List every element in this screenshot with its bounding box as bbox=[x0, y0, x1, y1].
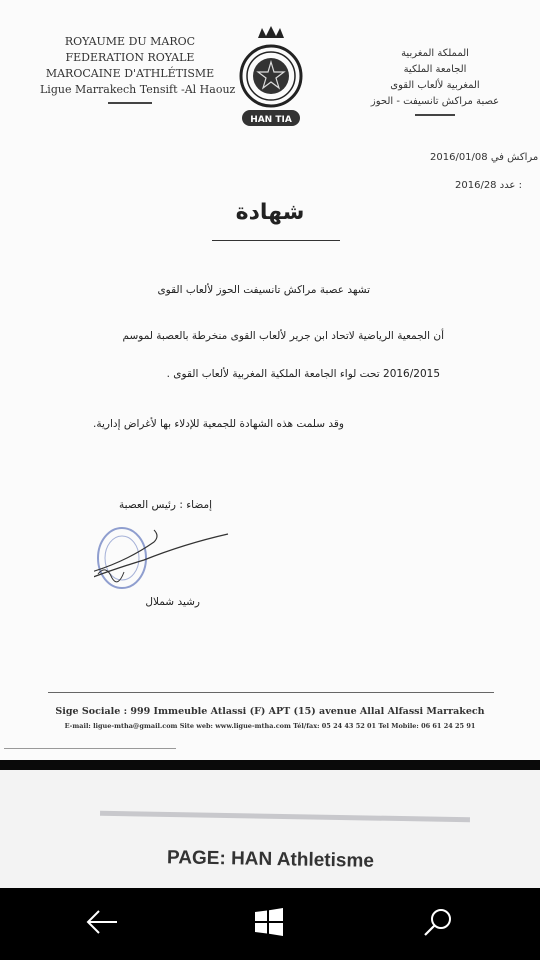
body-line-4: وقد سلمت هذه الشهادة للجمعية للإدلاء بها لأغراض إدارية. bbox=[93, 418, 344, 430]
header-french bbox=[40, 34, 236, 104]
next-page-preview bbox=[0, 770, 540, 888]
body-line-1: تشهد عصبة مراكش تانسيفت الحوز لألعاب القوى bbox=[157, 284, 370, 296]
header-arabic bbox=[360, 46, 510, 116]
body-line-3-text: تحت لواء الجامعة الملكية المغربية لألعاب القوى . bbox=[166, 368, 380, 380]
start-button[interactable] bbox=[249, 904, 289, 944]
search-icon bbox=[422, 906, 454, 942]
search-button[interactable] bbox=[418, 904, 458, 944]
signature-title: إمضاء : رئيس العصبة bbox=[119, 499, 212, 511]
back-button[interactable] bbox=[82, 904, 122, 944]
header-fr-line-2: FEDERATION ROYALE bbox=[65, 51, 195, 64]
page-separator bbox=[0, 760, 540, 770]
header-fr-rule bbox=[108, 102, 152, 104]
header-ar-line-4: عصبة مراكش تانسيفت - الحوز bbox=[370, 96, 500, 107]
number-line bbox=[455, 180, 522, 191]
official-stamp-icon bbox=[94, 520, 234, 608]
header-ar-line-3: المغربية لألعاب القوى bbox=[390, 80, 480, 91]
system-navigation-bar bbox=[0, 888, 540, 960]
emblem-ribbon-text: HAN TIA bbox=[250, 115, 292, 125]
header-fr-line-3: MAROCAINE D'ATHLÉTISME bbox=[45, 67, 215, 80]
season-value: 2016/2015 bbox=[383, 368, 440, 380]
number-value: 2016/28 bbox=[455, 180, 497, 191]
number-prefix: عدد : bbox=[499, 180, 522, 191]
back-arrow-icon bbox=[85, 908, 119, 940]
federation-emblem-icon bbox=[236, 24, 306, 138]
footer-rule bbox=[48, 692, 494, 693]
date-prefix: مراكش في bbox=[490, 152, 539, 163]
signature-name: رشيد شملال bbox=[145, 596, 200, 608]
page-bottom-rule bbox=[4, 748, 176, 749]
header-ar-line-2: الجامعة الملكية bbox=[403, 64, 467, 75]
body-line-2: أن الجمعية الرياضية لاتحاد ابن جرير لألعاب القوى منخرطة بالعصبة لموسم bbox=[122, 330, 444, 342]
document-title: شهادة bbox=[235, 200, 305, 225]
next-page-rule bbox=[100, 811, 470, 822]
next-page-label: PAGE: HAN Athletisme bbox=[166, 847, 375, 872]
windows-logo-icon bbox=[254, 907, 284, 941]
body-line-3 bbox=[167, 368, 440, 380]
header-ar-rule bbox=[415, 114, 455, 116]
footer-address: Sige Sociale : 999 Immeuble Atlassi (F) APT (15) avenue Allal Alfassi Marrakech bbox=[55, 706, 485, 717]
title-underline bbox=[212, 240, 340, 241]
header-ar-line-1: المملكة المغربية bbox=[401, 48, 469, 59]
date-line bbox=[430, 152, 538, 163]
date-value: 2016/01/08 bbox=[430, 152, 488, 163]
header-fr-line-4: Ligue Marrakech Tensift -Al Haouz bbox=[40, 83, 236, 96]
footer-contact: E-mail: ligue-mtha@gmail.com Site web: www.ligue-mtha.com Tél/fax: 05 24 43 52 01 Tel Mobile: 06 61 24 25 91 bbox=[64, 722, 476, 730]
header-fr-line-1: ROYAUME DU MAROC bbox=[64, 35, 196, 48]
